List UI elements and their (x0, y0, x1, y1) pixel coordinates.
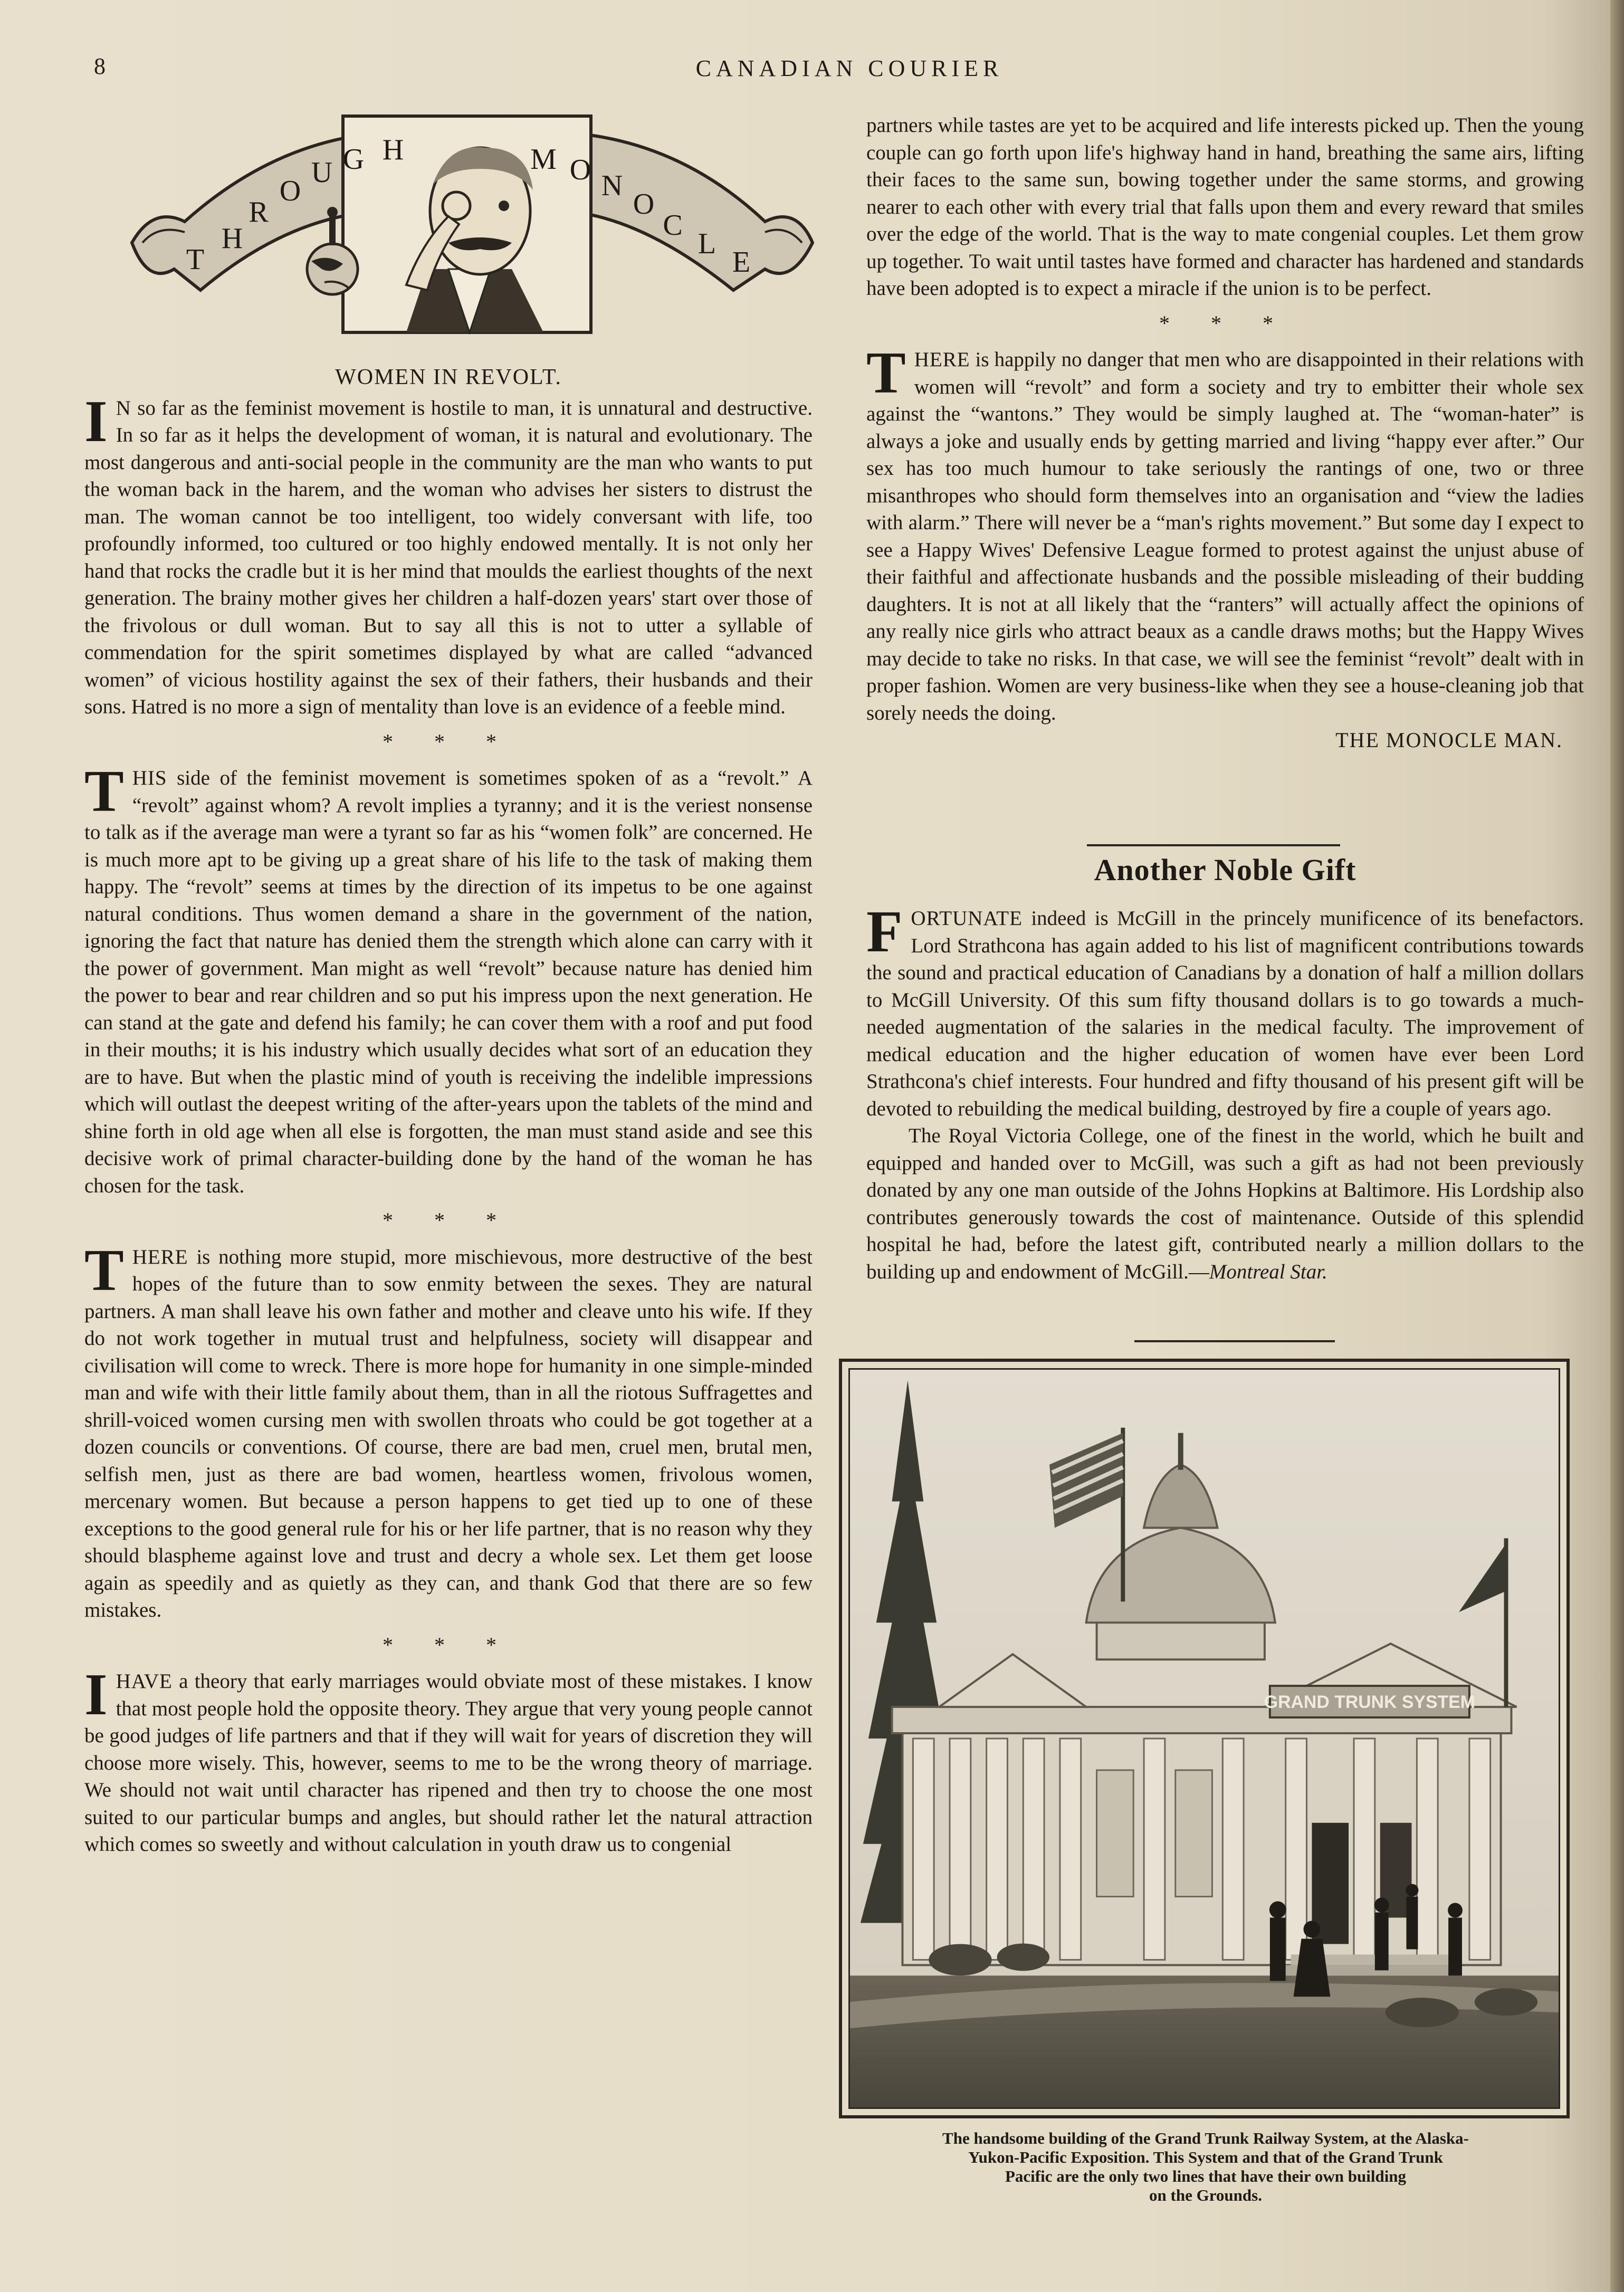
banner-letter: H (382, 133, 404, 166)
banner-letter: U (311, 156, 333, 189)
article-left-column (84, 359, 813, 1858)
paragraph-text: side of the feminist movement is sometimes spoken of as a “revolt.” A “revolt” against whom? A revolt implies a tyranny; and it is the veriest nonsense to talk as if the average man were a tyrant so far as his “women folk” are concerned. He is much more apt to be giving up a great share of his life to the task of making them happy. The “revolt” seems at times by the direction of its impetus to be one against natural conditions. Thus women demand a share in the government of the nation, ignoring the fact that nature has denied them the strength which alone can carry with it the power of government. Man might as well “revolt” because nature has denied him the power to bear and rear children and so put his impress upon the next generation. He can stand at the gate and defend his family; he can cover them with a roof and put food in their mouths; it is his industry which usually decides what sort of an education they are to have. But when the plastic mind of youth is receiving the indelible impressions which will outlast the deepest writing of the after-years upon the tablets of the mind and shine forth in old age when all else is forgotten, the man must stand aside and see this decisive work of primal character-building done by the hand of the woman he has chosen for the task. (84, 767, 813, 1197)
caption-line: Pacific are the only two lines that have their own building (1005, 2167, 1407, 2185)
banner-letter: E (732, 246, 751, 279)
banner-letter: G (342, 143, 365, 176)
gift-paragraph (866, 899, 1584, 1122)
article-paragraph (84, 759, 813, 1199)
drop-cap: I (84, 1662, 108, 1727)
paragraph-text: a theory that early marriages would obviate most of these mistakes. I know that most people hold the opposite theory. They argue that very young people cannot be good judges of life partners and that if they will wait for years of discretion they will choose more wisely. This, however, seems to me to be the wrong theory of marriage. We should not wait until character has ripened and then try to choose the one most suited to our particular bumps and angles, but should rather let the natural attraction which comes so sweetly and without calculation in youth draw us to congenial (84, 1670, 813, 1856)
through-monocle-banner (111, 111, 818, 359)
article-right-column (866, 112, 1584, 754)
lead-word: ORTUNATE (911, 907, 1023, 930)
banner-letter: M (530, 143, 557, 176)
divider-rule (1134, 1340, 1335, 1342)
article-paragraph (84, 1237, 813, 1624)
paragraph-text: is nothing more stupid, more mischievous, more destructive of the best hopes of the future than to sow enmity between the sexes. They are natural partners. A man shall leave his own father and mother and cleave unto his wife. If they do not work together in mutual trust and helpfulness, society will disappear and civilisation will come to wreck. There is more hope for humanity in one simple-minded man and wife with their little family about them, than in all the riotous Suffragettes and shrill-voiced women cursing men with swollen throats who could be got together at a dozen councils or conventions. Of course, there are bad men, cruel men, brutal men, selfish men, just as there are bad women, heartless women, frivolous women, mercenary women. But because a person happens to get tied up to one of these exceptions to the good general rule for his or her life partner, that is no reason why they should blaspheme against love and trust and decry a whole sex. Let them get loose again as speedily and as quietly as they can, and thank God that there are so few mistakes. (84, 1245, 813, 1621)
banner-letter: O (569, 154, 591, 186)
source-credit: Montreal Star. (1209, 1260, 1327, 1283)
photo-frame (839, 1359, 1570, 2118)
drop-cap: T (84, 759, 124, 824)
grand-trunk-building-photo (848, 1368, 1560, 2109)
lead-word: HERE (132, 1245, 188, 1268)
banner-letter: T (186, 243, 205, 276)
section-separator: * * * (1159, 311, 1291, 335)
banner-letter: O (279, 175, 301, 207)
building-illustration (850, 1370, 1559, 2107)
building-sign: GRAND TRUNK SYSTEM (1264, 1692, 1475, 1713)
page-number: 8 (94, 53, 107, 79)
drop-cap: I (84, 388, 108, 454)
section-separator: * * * (383, 1632, 514, 1657)
banner-letter: R (249, 196, 269, 228)
banner-letter: O (633, 188, 655, 221)
section-separator: * * * (383, 729, 514, 753)
section-separator: * * * (383, 1208, 514, 1232)
paragraph-text: The Royal Victoria College, one of the finest in the world, which he built and equipped and handed over to McGill, was such a gift as had not been previously donated by any one man outside of the Johns Hopkins at Baltimore. His Lordship also contributes generously towards the cost of maintenance. Outside of this splendid hospital he had, before the latest gift, contributed nearly a million dollars to the building up and endowment of McGill.— (866, 1124, 1584, 1283)
publication-header: CANADIAN COURIER (695, 55, 1004, 81)
article-paragraph (84, 1662, 813, 1858)
lead-word: HIS (132, 767, 167, 789)
article-paragraph (84, 388, 813, 721)
caption-line: The handsome building of the Grand Trunk Railway System, at the Alaska- (942, 2129, 1469, 2147)
drop-cap: T (866, 340, 906, 406)
article-title: WOMEN IN REVOLT. (335, 365, 562, 389)
banner-letter: H (221, 222, 243, 255)
caption-line: on the Grounds. (1149, 2186, 1262, 2204)
article-continuation: partners while tastes are yet to be acquired and life interests picked up. Then the young couple can go forth upon life's highway hand in hand, breathing the same airs, lifting their faces to the same sun, bowing together under the same storms, and growing nearer to each other with every trial that falls upon them and every reward that smiles over the edge of the world. That is the way to mate congenial couples. Let them grow up together. To wait until tastes have formed and character has hardened and standards have been adopted is to expect a miracle if the union is to be perfect. (866, 114, 1584, 300)
divider-rule (1087, 844, 1340, 846)
paragraph-text: indeed is McGill in the princely munificence of its benefactors. Lord Strathcona has again added to his list of magnificent contributions towards the sound and practical education of Canadians by a donation of half a million dollars to McGill University. Of this sum fifty thousand dollars is to go towards a much-needed augmentation of the salaries in the medical faculty. The improvement of medical education and the higher education of women have ever been Lord Strathcona's chief interests. Four hundred and fifty thousand of his present gift will be devoted to rebuilding the medical building, destroyed by fire a couple of years ago. (866, 907, 1584, 1120)
lead-word: HAVE (116, 1670, 173, 1693)
banner-letter: L (698, 227, 717, 260)
banner-letter: N (601, 169, 623, 202)
gift-article-body (866, 899, 1584, 1285)
banner-letter: C (663, 209, 683, 242)
photo-caption (844, 2129, 1567, 2205)
page-gutter-shadow (1610, 0, 1624, 2292)
gift-paragraph (866, 1122, 1584, 1285)
drop-cap: F (866, 899, 903, 964)
article-signature: THE MONOCLE MAN. (1335, 728, 1563, 752)
drop-cap: T (84, 1237, 124, 1303)
lead-word: HERE (914, 348, 970, 371)
paragraph-text: is happily no danger that men who are disappointed in their relations with women will “revolt” and form a society and try to embitter their whole sex against the “wantons.” They would be simply laughed at. The “woman-hater” is always a joke and usually ends by getting married and living “happy ever after.” Our sex has too much humour to take seriously the rantings of one, two or three misanthropes who should form themselves into an organisation and “view the ladies with alarm.” There will never be a “man's rights movement.” But some day I expect to see a Happy Wives' Defensive League formed to protest against the unjust abuse of their faithful and affectionate husbands and the possible misleading of their budding daughters. It is not at all likely that the “ranters” will actually affect the opinions of any really nice girls who attract beaux as a candle draws moths; but the Happy Wives may decide to take no risks. In that case, we will see the feminist “revolt” dealt with in proper fashion. Women are very business-like when they see a house-cleaning job that sorely needs the doing. (866, 348, 1584, 724)
paragraph-text: so far as the feminist movement is hostile to man, it is unnatural and destructive. In so far as it helps the development of woman, it is natural and evolutionary. The most dangerous and anti-social people in the community are the man who wants to put the woman back in the harem, and the woman who advises her sisters to distrust the man. The woman cannot be too intelligent, too widely conversant with life, too profoundly informed, too cultured or too highly endowed mentally. It is not only her hand that rocks the cradle but it is her mind that moulds the earliest thoughts of the next generation. The brainy mother gives her children a half-dozen years' start over those of the frivolous or dull woman. But to say all this is not to utter a syllable of commendation for the spirit sometimes displayed by what are called “advanced women” of vicious hostility against the sex of their fathers, their husbands and their sons. Hatred is no more a sign of mentality than love is an evidence of a feeble mind. (84, 396, 813, 718)
gift-article-title: Another Noble Gift (1094, 853, 1356, 887)
lead-word: N (116, 396, 131, 419)
caption-line: Yukon-Pacific Exposition. This System and that of the Grand Trunk (968, 2148, 1443, 2166)
article-paragraph (866, 340, 1584, 727)
